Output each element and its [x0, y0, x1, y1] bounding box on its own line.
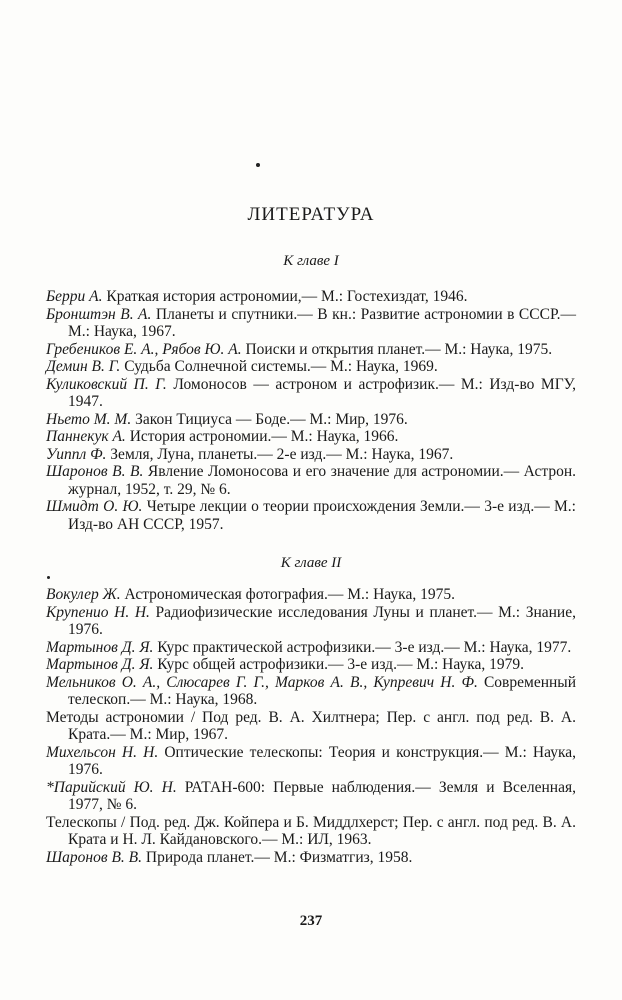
bibliography-entry [46, 446, 576, 464]
entry-text: Курс общей астрофизики.— 3-е изд.— М.: Наука, 1979. [153, 656, 524, 673]
entry-text: Земля, Луна, планеты.— 2-е изд.— М.: Наука, 1967. [106, 445, 454, 463]
entry-author: Мартынов Д. Я. [46, 638, 154, 656]
entry-text: Методы астрономии / Под ред. В. А. Хилтнера; Пер. с англ. под ред. В. А. Крата.— М.: Мир, 1967. [46, 708, 576, 743]
entry-text: История астрономии.— М.: Наука, 1966. [125, 428, 399, 445]
chapter-heading-1: К главе I [283, 253, 339, 269]
entry-text: РАТАН-600: Первые наблюдения.— Земля и Вселенная, 1977, № 6. [68, 778, 576, 813]
entry-author: Демин В. Г. [46, 358, 121, 375]
entry-author: Гребеников Е. А., Рябов Ю. А. [46, 340, 242, 358]
entry-text: Явление Ломоносова и его значение для астрономии.— Астрон. журнал, 1952, т. 29, № 6. [68, 463, 577, 498]
entry-author: Мартынов Д. Я. [46, 656, 154, 673]
print-speck [47, 576, 50, 579]
bibliography-entry [46, 358, 576, 376]
entry-author: Крупенио Н. Н. [46, 603, 150, 621]
bibliography-list-chapter-1 [46, 288, 576, 533]
entry-text: Планеты и спутники.— В кн.: Развитие астрономии в СССР.— М.: Наука, 1967. [68, 305, 576, 340]
entry-author: Уиппл Ф. [46, 445, 107, 463]
entry-author: Ньето М. М. [46, 410, 132, 428]
bibliography-entry [46, 411, 576, 429]
bibliography-entry [46, 463, 576, 498]
bibliography-entry [46, 306, 576, 341]
entry-author: Паннекук А. [46, 428, 126, 445]
entry-author: Бронштэн В. А. [46, 305, 152, 323]
entry-author: Шмидт О. Ю. [46, 498, 143, 515]
entry-author: Куликовский П. Г. [46, 375, 167, 393]
entry-author: Берри А. [46, 288, 103, 305]
chapter-heading-2: К главе II [280, 555, 342, 571]
bibliography-entry [46, 341, 576, 359]
entry-author: Шаронов В. В. [46, 848, 143, 866]
bibliography-entry [46, 849, 576, 867]
bibliography-entry [46, 674, 576, 709]
entry-author: Мельников О. А., Слюсарев Г. Г., Марков А. В., Купревич Н. Ф. [46, 673, 478, 691]
bibliography-entry [46, 656, 576, 674]
entry-text: Закон Тициуса — Боде.— М.: Мир, 1976. [131, 410, 408, 428]
bibliography-entry [46, 586, 576, 604]
entry-text: Судьба Солнечной системы.— М.: Наука, 1969. [120, 358, 438, 375]
entry-text: Оптические телескопы: Теория и конструкция.— М.: Наука, 1976. [68, 743, 576, 778]
entry-text: Поиски и открытия планет.— М.: Наука, 1975. [241, 340, 553, 358]
entry-author: *Парийский Ю. Н. [46, 778, 177, 796]
entry-text: Астрономическая фотография.— М.: Наука, 1975. [120, 586, 455, 603]
page-title: ЛИТЕРАТУРА [247, 204, 375, 225]
entry-text: Курс практической астрофизики.— 3-е изд.— М.: Наука, 1977. [153, 638, 572, 656]
print-speck [256, 163, 260, 167]
bibliography-entry [46, 376, 576, 411]
bibliography-entry [46, 288, 576, 306]
bibliography-entry [46, 779, 576, 814]
bibliography-entry [46, 639, 576, 657]
entry-text: Краткая история астрономии,— М.: Гостехиздат, 1946. [102, 288, 468, 305]
page-number: 237 [299, 913, 323, 929]
bibliography-entry [46, 814, 576, 849]
bibliography-entry [46, 428, 576, 446]
entry-text: Телескопы / Под. ред. Дж. Койпера и Б. Миддлхерст; Пер. с англ. под ред. В. А. Крата и Н. Л. Кайдановского.— М.: ИЛ, 1963. [46, 813, 576, 848]
entry-text: Радиофизические исследования Луны и планет.— М.: Знание, 1976. [68, 603, 576, 638]
entry-author: Шаронов В. В. [46, 463, 144, 480]
entry-author: Вокулер Ж. [46, 586, 121, 603]
entry-author: Михельсон Н. Н. [46, 743, 159, 761]
bibliography-entry [46, 709, 576, 744]
bibliography-entry [46, 498, 576, 533]
bibliography-entry [46, 604, 576, 639]
entry-text: Четыре лекции о теории происхождения Земли.— 3-е изд.— М.: Изд-во АН СССР, 1957. [68, 498, 576, 533]
bibliography-list-chapter-2 [46, 586, 576, 866]
entry-text: Ломоносов — астроном и астрофизик.— М.: Изд-во МГУ, 1947. [68, 375, 576, 410]
entry-text: Современный телескоп.— М.: Наука, 1968. [68, 673, 576, 708]
entry-text: Природа планет.— М.: Физматгиз, 1958. [142, 848, 413, 866]
bibliography-entry [46, 744, 576, 779]
